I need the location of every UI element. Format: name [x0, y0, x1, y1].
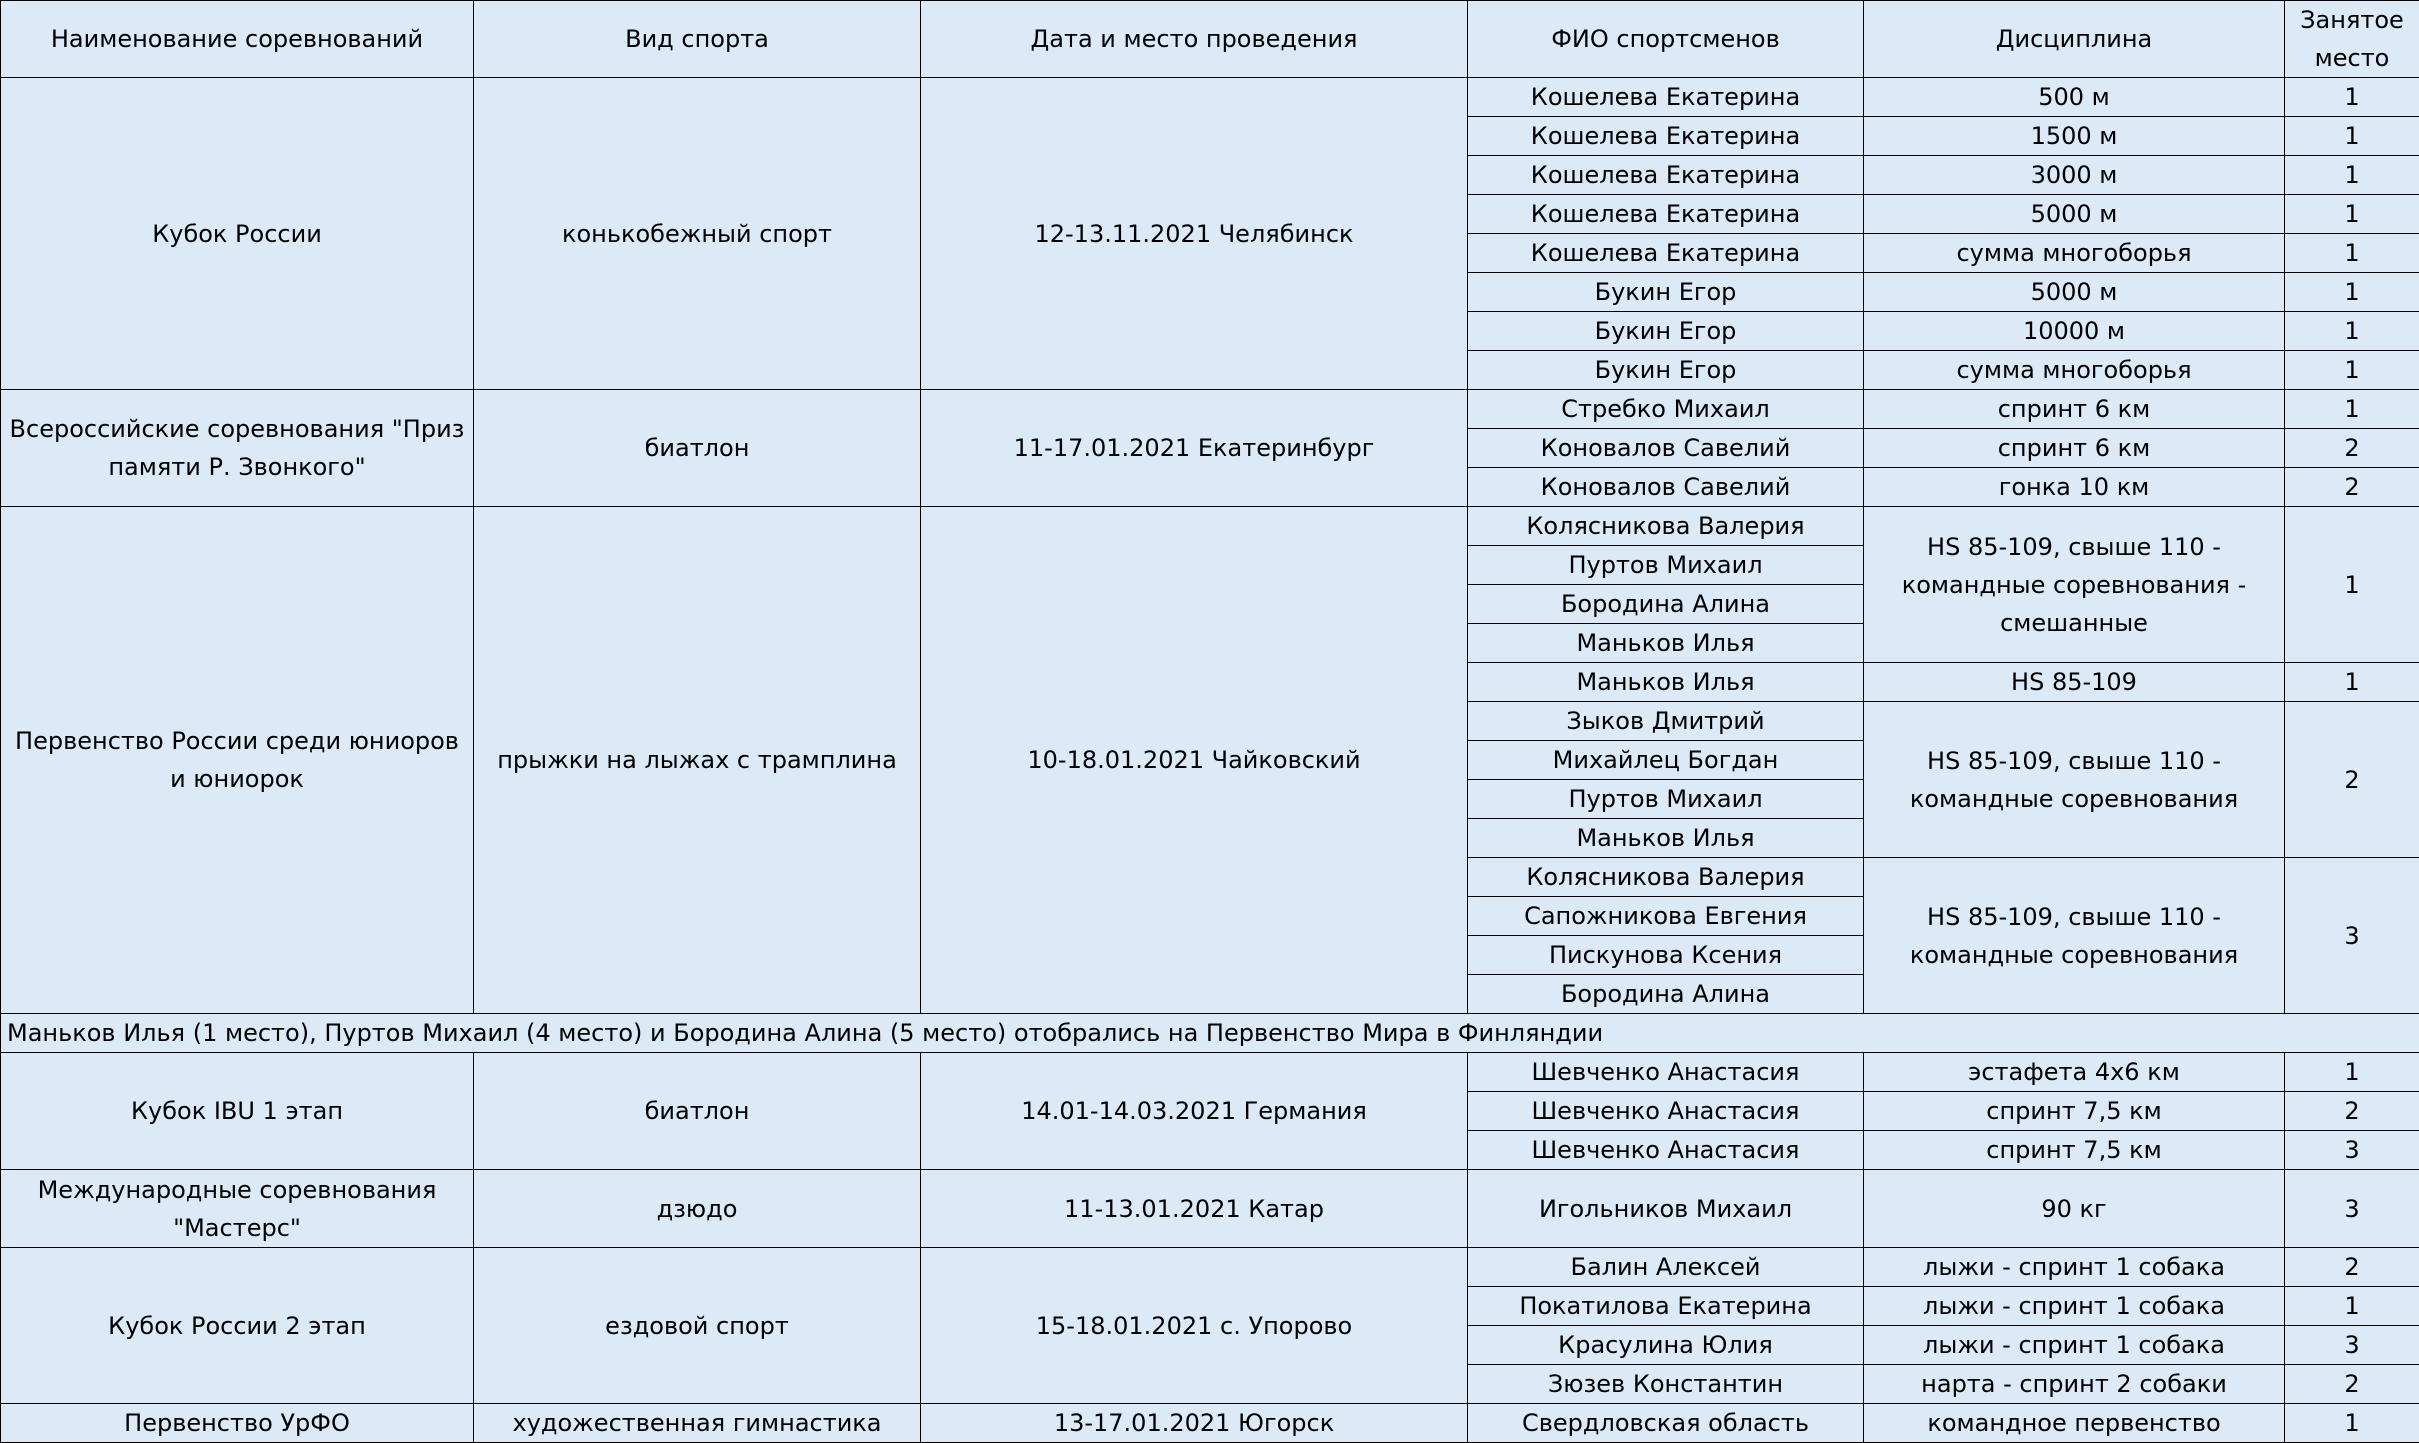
discipline-cell: нарта - спринт 2 собаки — [1864, 1365, 2285, 1404]
athlete-cell: Шевченко Анастасия — [1468, 1131, 1864, 1170]
discipline-cell: сумма многоборья — [1864, 351, 2285, 390]
date-place-cell: 13-17.01.2021 Югорск — [921, 1404, 1468, 1443]
sport-cell: прыжки на лыжах с трамплина — [474, 507, 921, 1014]
competition-cell: Кубок России — [1, 78, 474, 390]
place-cell: 3 — [2285, 1170, 2419, 1248]
place-cell: 1 — [2285, 507, 2419, 663]
place-cell: 1 — [2285, 390, 2419, 429]
table-row — [1, 507, 2419, 546]
discipline-cell: HS 85-109, свыше 110 - командные соревнования — [1864, 858, 2285, 1014]
place-cell: 1 — [2285, 1404, 2419, 1443]
competition-cell: Всероссийские соревнования "Приз памяти Р. Звонкого" — [1, 390, 474, 507]
sport-cell: биатлон — [474, 1053, 921, 1170]
competition-cell: Первенство УрФО — [1, 1404, 474, 1443]
competition-cell: Кубок России 2 этап — [1, 1248, 474, 1404]
date-place-cell: 11-17.01.2021 Екатеринбург — [921, 390, 1468, 507]
place-cell: 1 — [2285, 234, 2419, 273]
athlete-cell: Маньков Илья — [1468, 663, 1864, 702]
discipline-cell: лыжи - спринт 1 собака — [1864, 1287, 2285, 1326]
discipline-cell: 5000 м — [1864, 273, 2285, 312]
athlete-cell: Коновалов Савелий — [1468, 429, 1864, 468]
place-cell: 1 — [2285, 273, 2419, 312]
athlete-cell: Букин Егор — [1468, 312, 1864, 351]
place-cell: 1 — [2285, 663, 2419, 702]
sport-cell: ездовой спорт — [474, 1248, 921, 1404]
discipline-cell: 3000 м — [1864, 156, 2285, 195]
athlete-cell: Букин Егор — [1468, 351, 1864, 390]
place-cell: 1 — [2285, 351, 2419, 390]
athlete-cell: Шевченко Анастасия — [1468, 1053, 1864, 1092]
athlete-cell: Кошелева Екатерина — [1468, 195, 1864, 234]
place-cell: 3 — [2285, 1326, 2419, 1365]
place-cell: 1 — [2285, 156, 2419, 195]
athlete-cell: Коновалов Савелий — [1468, 468, 1864, 507]
athlete-cell: Кошелева Екатерина — [1468, 117, 1864, 156]
discipline-cell: 10000 м — [1864, 312, 2285, 351]
discipline-cell: сумма многоборья — [1864, 234, 2285, 273]
athlete-cell: Балин Алексей — [1468, 1248, 1864, 1287]
athlete-cell: Маньков Илья — [1468, 819, 1864, 858]
athlete-cell: Пуртов Михаил — [1468, 546, 1864, 585]
competition-cell: Международные соревнования "Мастерс" — [1, 1170, 474, 1248]
place-cell: 2 — [2285, 1365, 2419, 1404]
athlete-cell: Зюзев Константин — [1468, 1365, 1864, 1404]
athlete-cell: Стребко Михаил — [1468, 390, 1864, 429]
athlete-cell: Свердловская область — [1468, 1404, 1864, 1443]
table-row — [1, 1404, 2419, 1443]
table-row — [1, 390, 2419, 429]
discipline-cell: 5000 м — [1864, 195, 2285, 234]
sport-cell: биатлон — [474, 390, 921, 507]
athlete-cell: Игольников Михаил — [1468, 1170, 1864, 1248]
athlete-cell: Бородина Алина — [1468, 975, 1864, 1014]
discipline-cell: HS 85-109, свыше 110 - командные соревнования - смешанные — [1864, 507, 2285, 663]
header-sport: Вид спорта — [474, 1, 921, 78]
table-body — [1, 78, 2419, 1443]
place-cell: 1 — [2285, 195, 2419, 234]
place-cell: 1 — [2285, 117, 2419, 156]
discipline-cell: эстафета 4х6 км — [1864, 1053, 2285, 1092]
competition-cell: Первенство России среди юниоров и юниорок — [1, 507, 474, 1014]
discipline-cell: спринт 7,5 км — [1864, 1131, 2285, 1170]
place-cell: 2 — [2285, 702, 2419, 858]
athlete-cell: Красулина Юлия — [1468, 1326, 1864, 1365]
table-row — [1, 78, 2419, 117]
header-date-place: Дата и место проведения — [921, 1, 1468, 78]
discipline-cell: лыжи - спринт 1 собака — [1864, 1326, 2285, 1365]
discipline-cell: лыжи - спринт 1 собака — [1864, 1248, 2285, 1287]
place-cell: 2 — [2285, 429, 2419, 468]
discipline-cell: 1500 м — [1864, 117, 2285, 156]
note-row — [1, 1014, 2419, 1053]
discipline-cell: спринт 7,5 км — [1864, 1092, 2285, 1131]
athlete-cell: Кошелева Екатерина — [1468, 156, 1864, 195]
place-cell: 3 — [2285, 858, 2419, 1014]
table-row — [1, 1053, 2419, 1092]
athlete-cell: Колясникова Валерия — [1468, 507, 1864, 546]
place-cell: 2 — [2285, 1248, 2419, 1287]
place-cell: 2 — [2285, 468, 2419, 507]
date-place-cell: 12-13.11.2021 Челябинск — [921, 78, 1468, 390]
place-cell: 3 — [2285, 1131, 2419, 1170]
header-athletes: ФИО спортсменов — [1468, 1, 1864, 78]
table-row — [1, 1170, 2419, 1248]
discipline-cell: спринт 6 км — [1864, 429, 2285, 468]
athlete-cell: Маньков Илья — [1468, 624, 1864, 663]
discipline-cell: 500 м — [1864, 78, 2285, 117]
athlete-cell: Михайлец Богдан — [1468, 741, 1864, 780]
athlete-cell: Кошелева Екатерина — [1468, 78, 1864, 117]
header-discipline: Дисциплина — [1864, 1, 2285, 78]
place-cell: 1 — [2285, 1053, 2419, 1092]
header-row — [1, 1, 2419, 78]
sport-cell: конькобежный спорт — [474, 78, 921, 390]
date-place-cell: 15-18.01.2021 с. Упорово — [921, 1248, 1468, 1404]
header-competition: Наименование соревнований — [1, 1, 474, 78]
date-place-cell: 14.01-14.03.2021 Германия — [921, 1053, 1468, 1170]
date-place-cell: 11-13.01.2021 Катар — [921, 1170, 1468, 1248]
qualification-note: Маньков Илья (1 место), Пуртов Михаил (4 место) и Бородина Алина (5 место) отобрались на Первенство Мира в Финляндии — [1, 1014, 2419, 1053]
header-place: Занятое место — [2285, 1, 2419, 78]
table-row — [1, 1248, 2419, 1287]
athlete-cell: Зыков Дмитрий — [1468, 702, 1864, 741]
sport-cell: художественная гимнастика — [474, 1404, 921, 1443]
athlete-cell: Пуртов Михаил — [1468, 780, 1864, 819]
athlete-cell: Бородина Алина — [1468, 585, 1864, 624]
athlete-cell: Колясникова Валерия — [1468, 858, 1864, 897]
athlete-cell: Пискунова Ксения — [1468, 936, 1864, 975]
discipline-cell: спринт 6 км — [1864, 390, 2285, 429]
discipline-cell: гонка 10 км — [1864, 468, 2285, 507]
athlete-cell: Покатилова Екатерина — [1468, 1287, 1864, 1326]
athlete-cell: Шевченко Анастасия — [1468, 1092, 1864, 1131]
athlete-cell: Букин Егор — [1468, 273, 1864, 312]
sport-cell: дзюдо — [474, 1170, 921, 1248]
place-cell: 1 — [2285, 1287, 2419, 1326]
date-place-cell: 10-18.01.2021 Чайковский — [921, 507, 1468, 1014]
athlete-cell: Сапожникова Евгения — [1468, 897, 1864, 936]
discipline-cell: 90 кг — [1864, 1170, 2285, 1248]
place-cell: 1 — [2285, 312, 2419, 351]
place-cell: 1 — [2285, 78, 2419, 117]
place-cell: 2 — [2285, 1092, 2419, 1131]
discipline-cell: командное первенство — [1864, 1404, 2285, 1443]
athlete-cell: Кошелева Екатерина — [1468, 234, 1864, 273]
competition-cell: Кубок IBU 1 этап — [1, 1053, 474, 1170]
discipline-cell: HS 85-109 — [1864, 663, 2285, 702]
discipline-cell: HS 85-109, свыше 110 - командные соревнования — [1864, 702, 2285, 858]
